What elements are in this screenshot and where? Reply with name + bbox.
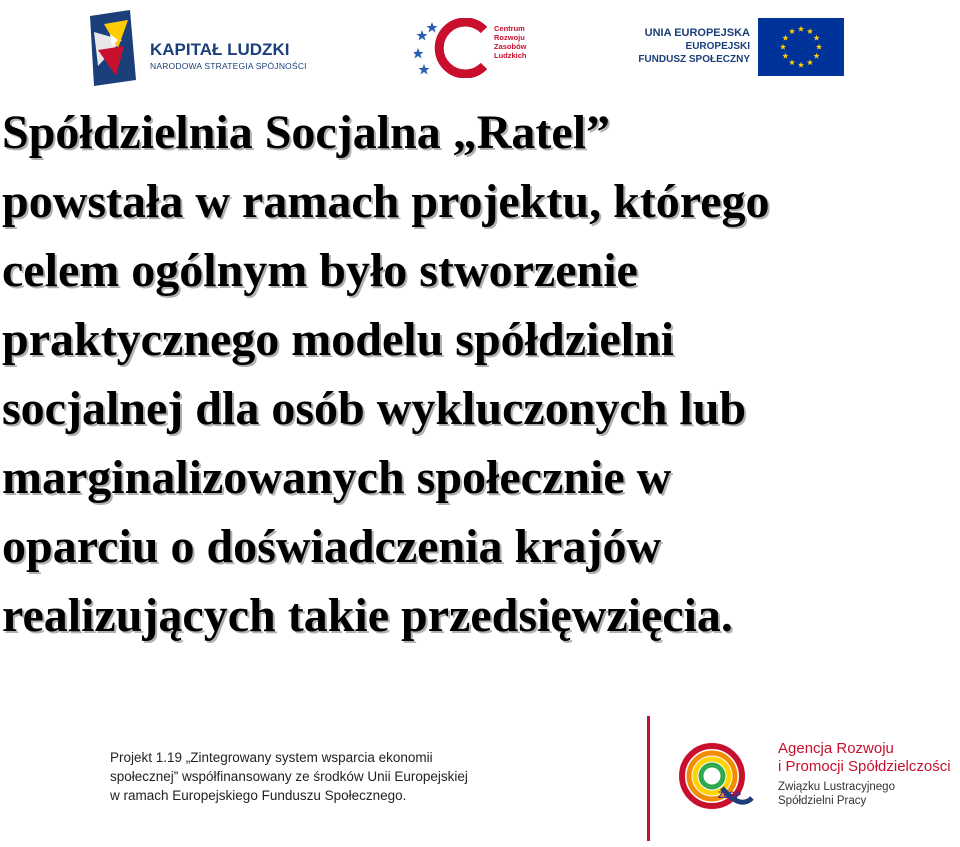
- arps-sub-line: Związku Lustracyjnego: [778, 781, 895, 793]
- eu-fund-line1: EUROPEJSKI: [685, 41, 750, 52]
- kapital-ludzki-title: KAPITAŁ LUDZKI: [150, 40, 290, 59]
- kapital-ludzki-subtitle: NARODOWA STRATEGIA SPÓJNOŚCI: [150, 61, 307, 71]
- main-line: celem ogólnym było stworzenie: [2, 244, 638, 297]
- main-line: oparciu o doświadczenia krajów: [2, 520, 662, 573]
- project-info: [110, 748, 530, 805]
- footer-divider: [647, 716, 650, 841]
- crzl-line: Zasobów: [494, 42, 527, 51]
- crzl-name: [494, 24, 527, 60]
- arps-emblem-icon: [676, 738, 754, 816]
- arps-name-line: Agencja Rozwoju: [778, 740, 894, 757]
- eu-fund-line2: FUNDUSZ SPOŁECZNY: [638, 54, 750, 65]
- arps-emblem-text: ZLSP: [718, 790, 742, 800]
- eu-title: UNIA EUROPEJSKA: [644, 27, 750, 39]
- eu-flag-icon: [758, 18, 844, 76]
- centrum-rozwoju-logo: [414, 18, 544, 78]
- main-line: praktycznego modelu spółdzielni: [2, 313, 675, 366]
- crzl-line: Rozwoju: [494, 33, 525, 42]
- main-line: realizujących takie przedsięwzięcia.: [2, 589, 733, 642]
- crzl-line: Ludzkich: [494, 51, 527, 60]
- eu-text: [638, 26, 750, 66]
- crzl-line: Centrum: [494, 24, 525, 33]
- main-line: powstała w ramach projektu, którego: [2, 175, 770, 228]
- project-line: w ramach Europejskiego Funduszu Społecznego.: [110, 788, 407, 803]
- arps-subtitle: [778, 780, 895, 808]
- arps-name-line: i Promocji Spółdzielczości: [778, 758, 951, 775]
- arps-name: [778, 740, 951, 776]
- eu-logo: [630, 18, 844, 78]
- main-line: marginalizowanych społecznie w: [2, 451, 672, 504]
- crzl-emblem-icon: [414, 18, 494, 78]
- header: [0, 0, 960, 100]
- main-line: Spółdzielnia Socjalna „Ratel”: [2, 106, 611, 159]
- project-line: społecznej” współfinansowany ze środków Unii Europejskiej: [110, 769, 468, 784]
- project-line: Projekt 1.19 „Zintegrowany system wsparcia ekonomii: [110, 750, 433, 765]
- main-line: socjalnej dla osób wykluczonych lub: [2, 382, 747, 435]
- main-paragraph: [2, 98, 952, 650]
- kapital-ludzki-emblem-icon: [88, 10, 140, 86]
- arps-logo: [676, 738, 956, 818]
- kapital-ludzki-logo: [88, 10, 328, 86]
- arps-sub-line: Spółdzielni Pracy: [778, 795, 867, 807]
